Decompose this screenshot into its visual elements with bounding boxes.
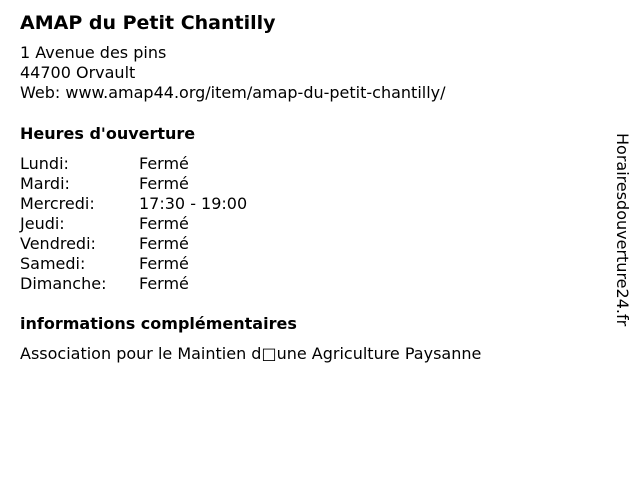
store-address bbox=[20, 43, 446, 103]
day-hours: Fermé bbox=[139, 154, 189, 173]
day-hours: Fermé bbox=[139, 254, 189, 273]
day-hours: Fermé bbox=[139, 174, 189, 193]
day-hours: Fermé bbox=[139, 274, 189, 293]
store-name: AMAP du Petit Chantilly bbox=[20, 12, 276, 34]
address-city: 44700 Orvault bbox=[20, 63, 136, 82]
info-heading: informations complémentaires bbox=[20, 314, 297, 333]
day-label: Jeudi: bbox=[20, 214, 65, 233]
day-label: Mercredi: bbox=[20, 194, 95, 213]
day-hours: Fermé bbox=[139, 214, 189, 233]
day-label: Vendredi: bbox=[20, 234, 96, 253]
info-description: Association pour le Maintien d□une Agriculture Paysanne bbox=[20, 344, 482, 363]
day-hours: 17:30 - 19:00 bbox=[139, 194, 248, 213]
hours-heading: Heures d'ouverture bbox=[20, 124, 196, 143]
address-street: 1 Avenue des pins bbox=[20, 43, 167, 62]
day-label: Samedi: bbox=[20, 254, 86, 273]
day-label: Dimanche: bbox=[20, 274, 107, 293]
store-website: Web: www.amap44.org/item/amap-du-petit-chantilly/ bbox=[20, 83, 446, 102]
day-label: Mardi: bbox=[20, 174, 70, 193]
day-label: Lundi: bbox=[20, 154, 69, 173]
day-hours: Fermé bbox=[139, 234, 189, 253]
site-watermark: Horairesdouverture24.fr bbox=[613, 133, 632, 327]
